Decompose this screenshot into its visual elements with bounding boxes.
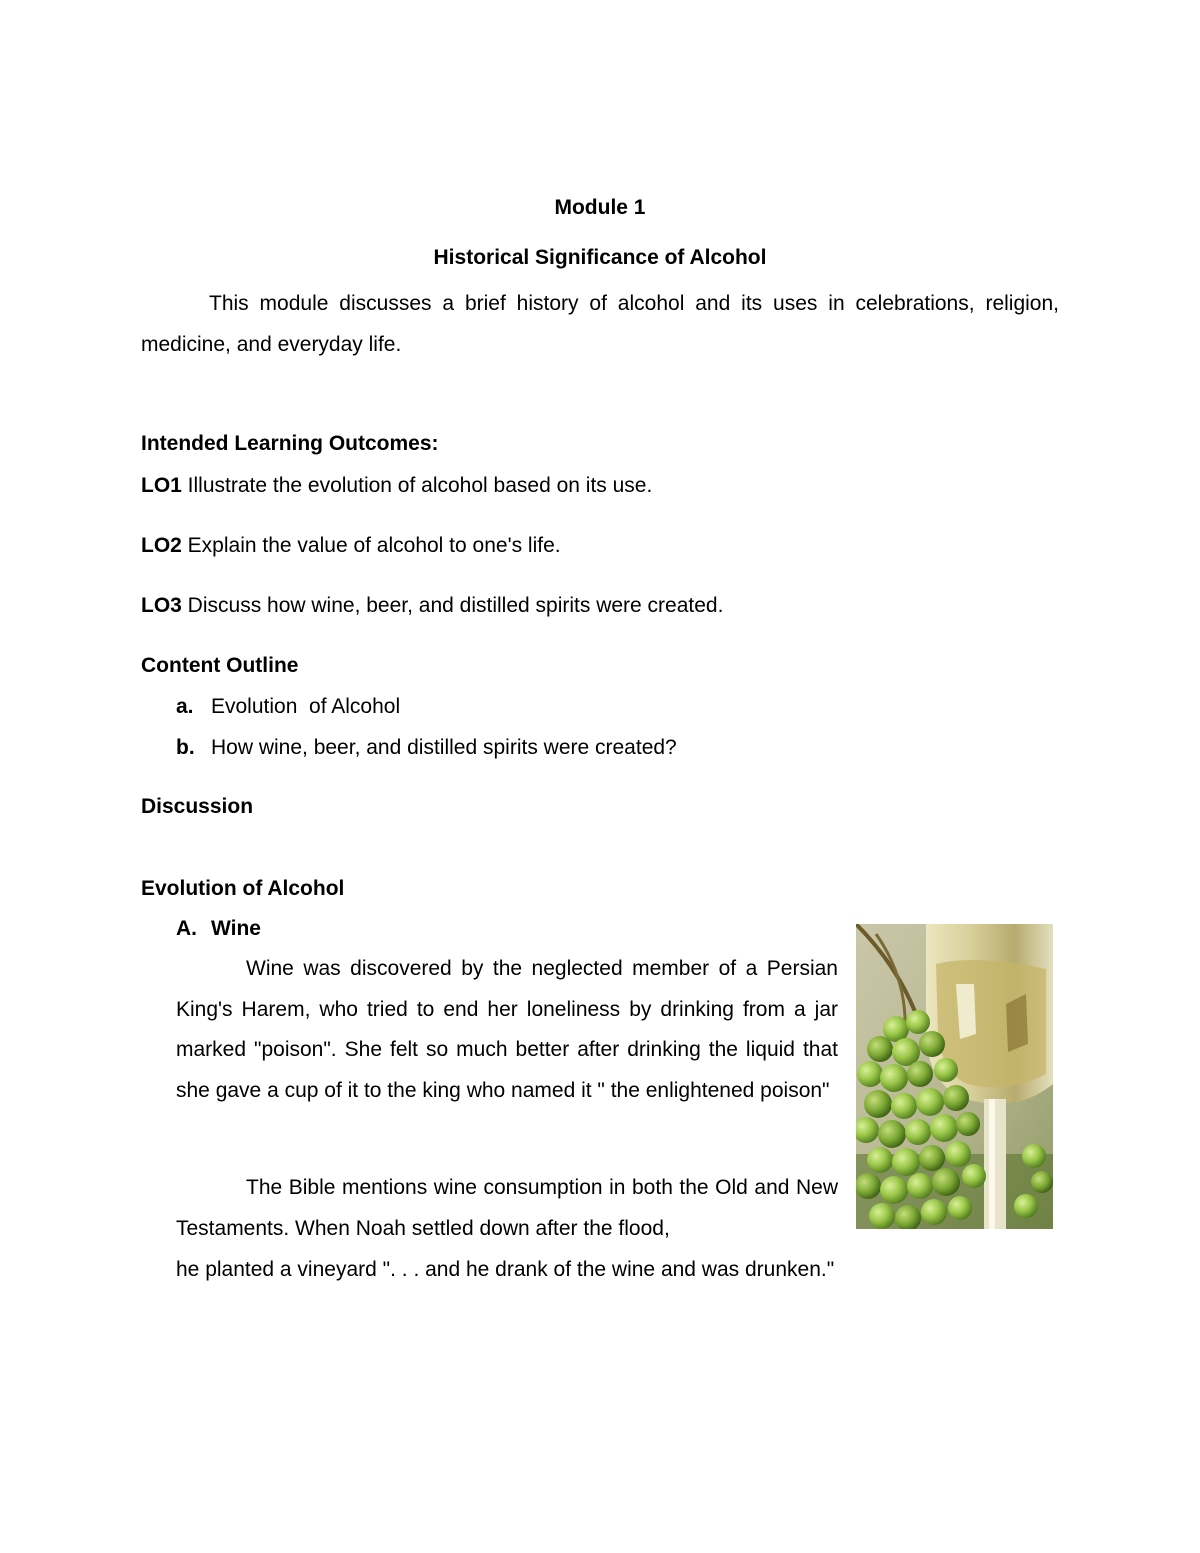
- outline-marker: b.: [176, 736, 195, 759]
- wine-paragraph-1: Wine was discovered by the neglected member of a Persian King's Harem, who tried to end her loneliness by drinking from a jar marked "poison". She felt so much better after drinking the liquid that she gave a cup of it to the king who named it " the enlightened poison": [176, 957, 838, 1102]
- wine-glass-grapes-image: [856, 924, 1053, 1229]
- module-title: Historical Significance of Alcohol: [433, 246, 767, 269]
- evolution-heading: Evolution of Alcohol: [141, 877, 345, 900]
- learning-outcome-code: LO2: [141, 534, 182, 557]
- module-number: Module 1: [554, 196, 646, 219]
- outline-marker: a.: [176, 695, 194, 718]
- wine-paragraph-2-tail: he planted a vineyard ". . . and he drank of the wine and was drunken.": [176, 1258, 835, 1281]
- content-outline-heading: Content Outline: [141, 654, 299, 677]
- learning-outcome-1: [141, 473, 652, 499]
- learning-outcome-text: Discuss how wine, beer, and distilled spirits were created.: [181, 594, 724, 617]
- outline-item-a: [176, 694, 400, 720]
- learning-outcome-2: [141, 533, 561, 559]
- wine-title: Wine: [211, 917, 261, 940]
- learning-outcome-text: Illustrate the evolution of alcohol based on its use.: [181, 474, 653, 497]
- learning-outcome-3: [141, 593, 723, 619]
- discussion-heading: Discussion: [141, 795, 254, 818]
- outline-text: Evolution of Alcohol: [211, 695, 401, 718]
- module-intro: This module discusses a brief history of alcohol and its uses in celebrations, religion, medicine, and everyday life.: [141, 292, 1059, 356]
- wine-marker: A.: [176, 917, 197, 940]
- outline-text: How wine, beer, and distilled spirits were created?: [211, 736, 677, 759]
- learning-outcome-code: LO1: [141, 474, 182, 497]
- wine-paragraph-2: The Bible mentions wine consumption in both the Old and New Testaments. When Noah settled down after the flood,: [176, 1176, 838, 1240]
- learning-outcome-text: Explain the value of alcohol to one's life.: [181, 534, 561, 557]
- learning-outcomes-heading: Intended Learning Outcomes:: [141, 432, 439, 455]
- wine-subheading: [176, 916, 261, 942]
- outline-item-b: [176, 735, 677, 761]
- learning-outcome-code: LO3: [141, 594, 182, 617]
